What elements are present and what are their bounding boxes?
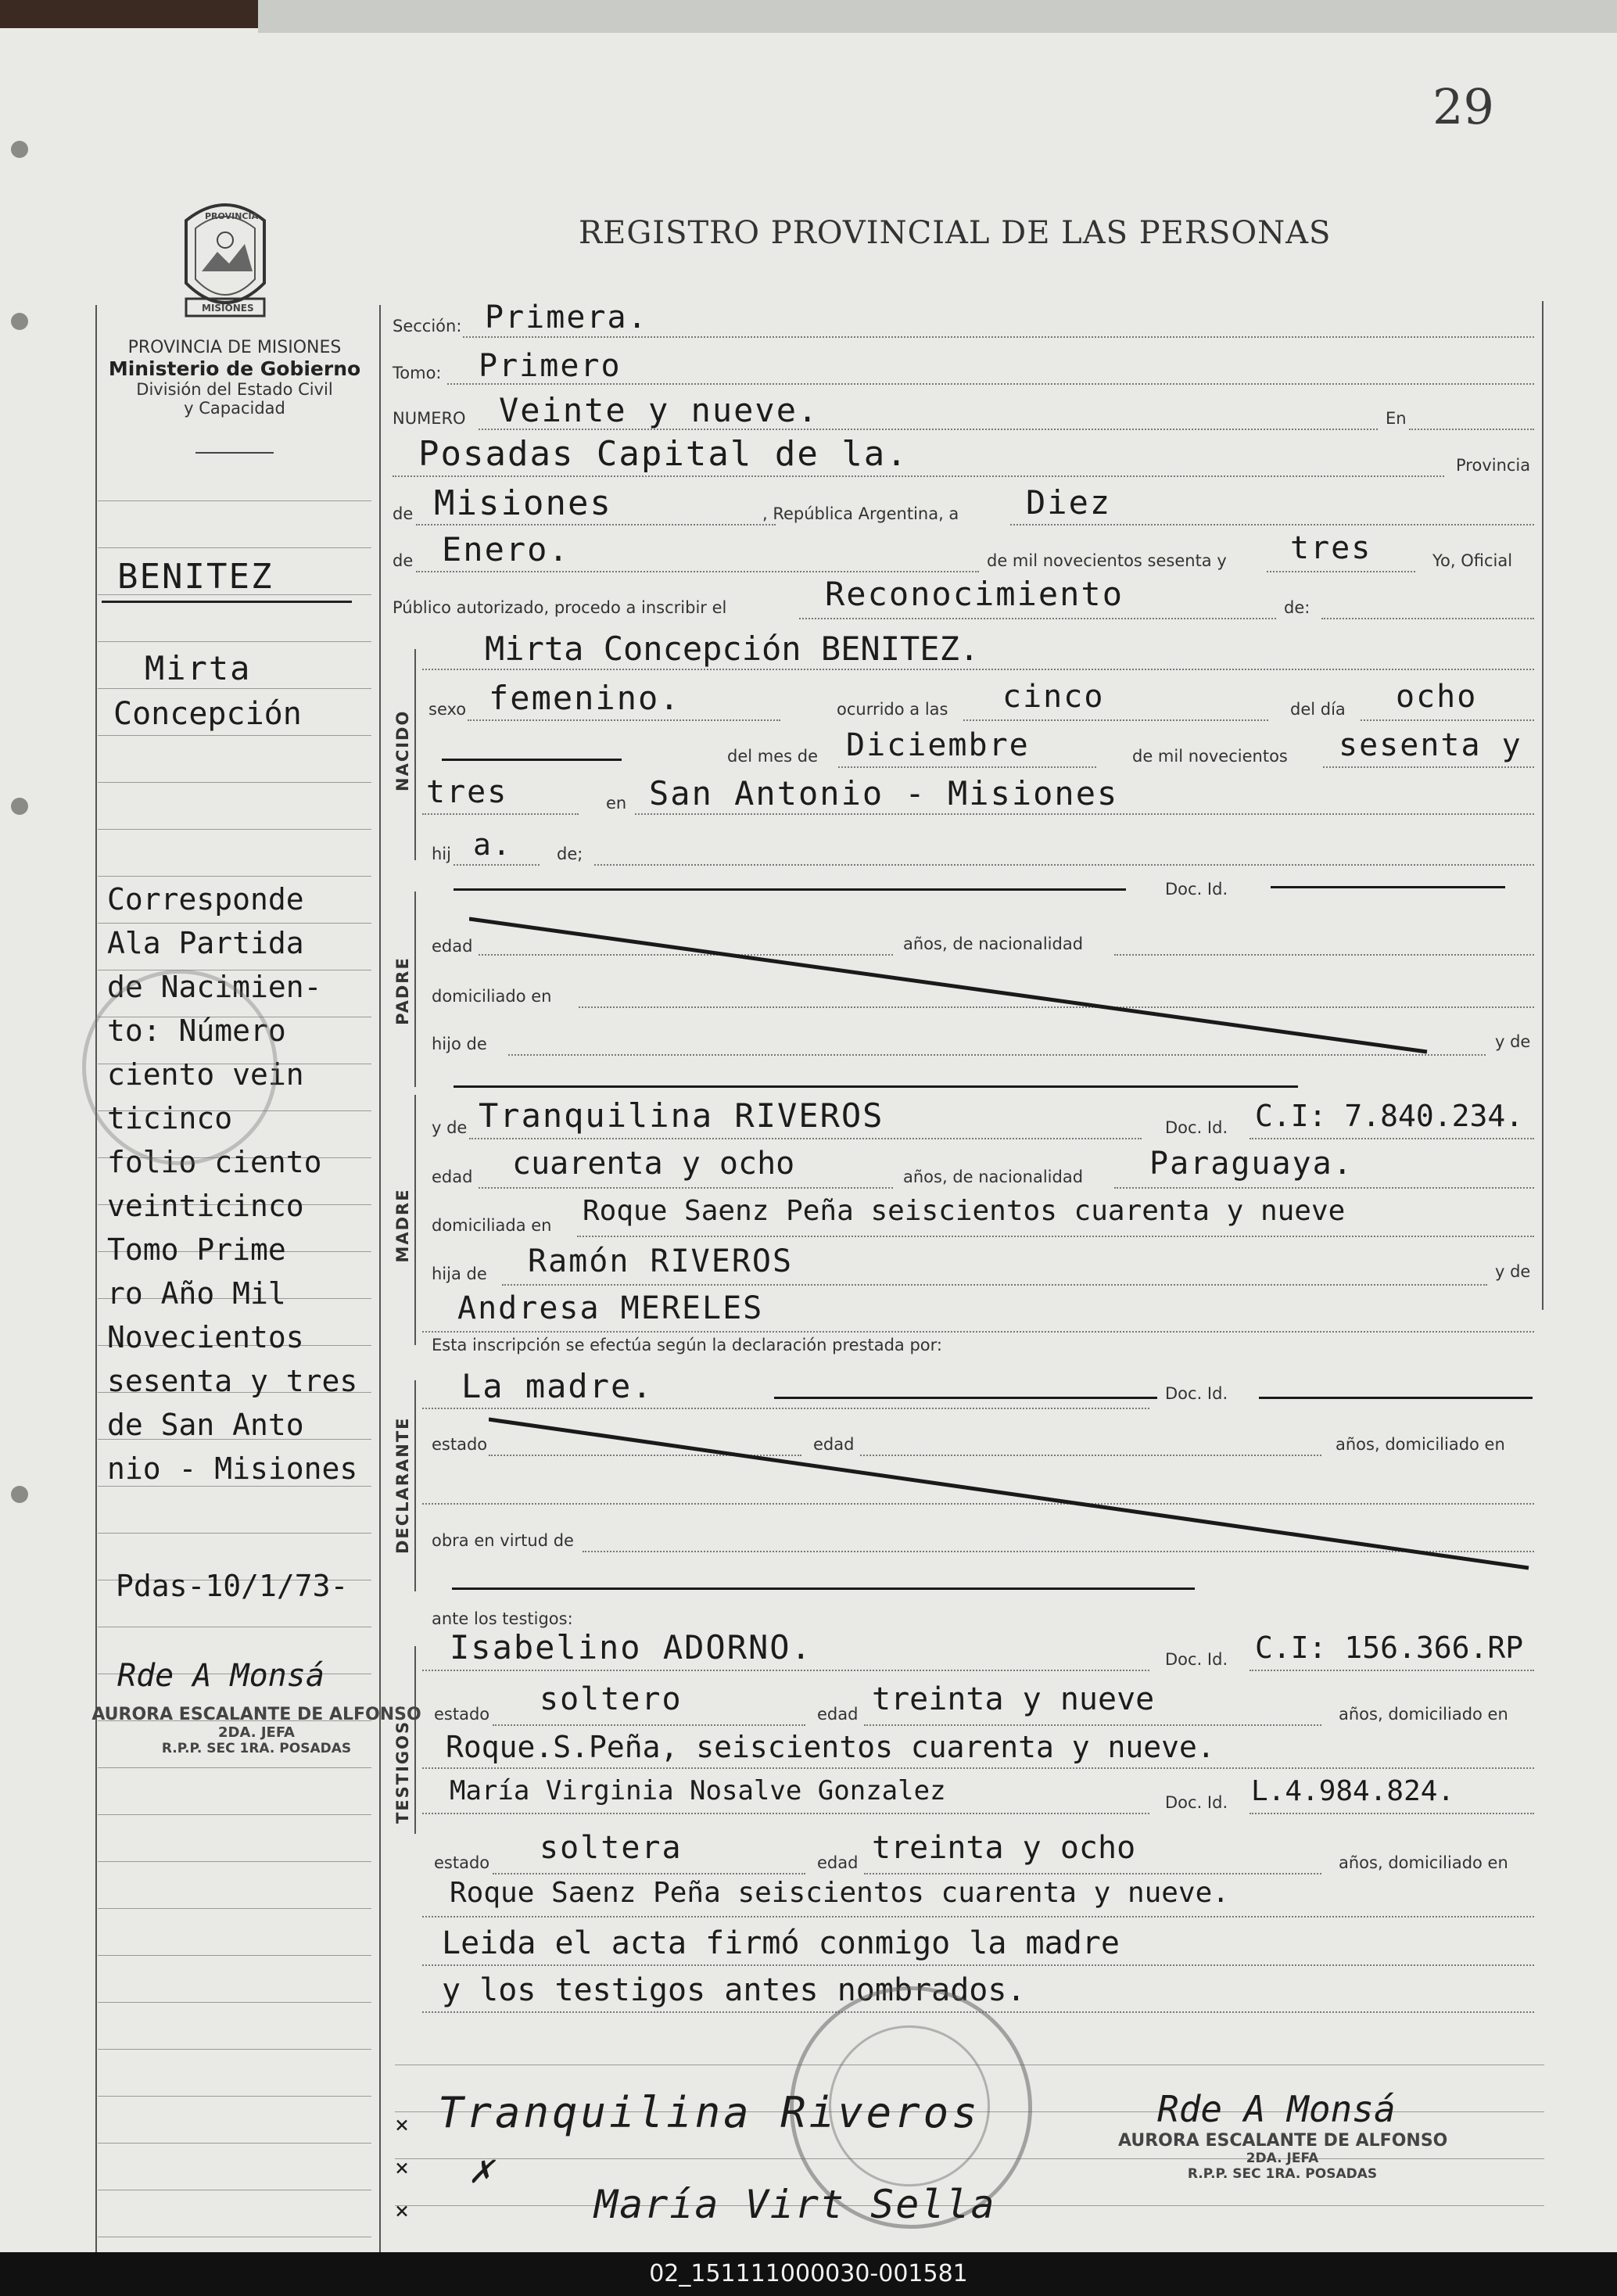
agency-line4: y Capacidad (184, 399, 285, 418)
margin-given2: Concepción (113, 696, 302, 732)
acto-tail-line (1321, 618, 1534, 619)
label-t2-anos-dom: años, domiciliado en (1339, 1853, 1508, 1872)
label-t2-estado: estado (434, 1853, 490, 1872)
nacido-bracket (414, 649, 416, 860)
book-cover-edge (0, 0, 258, 28)
t1-doc-line (1250, 1670, 1534, 1671)
label-mil-novecientos: de mil novecientos sesenta y (987, 551, 1227, 570)
field-numero: Veinte y nueve. (499, 391, 819, 429)
crest-bottom-text: MISIONES (202, 303, 254, 314)
madre-bracket (414, 1095, 416, 1345)
field-madre-madre: Andresa MERELES (457, 1290, 764, 1326)
label-en-lugar: en (606, 794, 627, 813)
t1-estado-line (493, 1724, 805, 1726)
field-t1-edad: treinta y nueve (872, 1681, 1155, 1717)
dia-line (1010, 524, 1534, 526)
hora-line (963, 719, 1268, 721)
nombre-line (422, 669, 1534, 670)
field-madre-doc: C.I: 7.840.234. (1255, 1099, 1524, 1133)
agency-line1: PROVINCIA DE MISIONES (127, 338, 342, 357)
book-spine-edge (258, 0, 1617, 33)
margin-signature: Rde A Monsá (117, 1658, 324, 1694)
field-madre-dom: Roque Saenz Peña seiscientos cuarenta y nueve (583, 1195, 1346, 1227)
surname-underline (102, 601, 352, 603)
stamp-line: 2DA. JEFA (218, 1724, 295, 1741)
mes-nac-line (838, 766, 1096, 768)
margin-left-rule (95, 305, 97, 2252)
field-lugar-nac: San Antonio - Misiones (649, 774, 1119, 813)
signature-testigo-1: ✗ (469, 2147, 495, 2192)
label-decl-obra: obra en virtud de (432, 1531, 574, 1550)
label-esta-inscripcion: Esta inscripción se efectúa según la declaración prestada por: (432, 1336, 942, 1354)
provincial-crest-icon (170, 197, 280, 330)
label-decl-edad: edad (813, 1435, 855, 1454)
note-line: de San Anto (107, 1408, 304, 1442)
section-padre: PADRE (393, 956, 412, 1025)
field-t2-estado: soltera (540, 1830, 683, 1866)
note-line: Tomo Prime (107, 1232, 286, 1267)
label-yo-oficial: Yo, Oficial (1432, 551, 1513, 570)
field-hora: cinco (1002, 679, 1105, 715)
label-t1-anos-dom: años, domiciliado en (1339, 1705, 1508, 1724)
note-line: nio - Misiones (107, 1451, 358, 1486)
note-line: to: Número (107, 1013, 286, 1048)
anio-nac-b-line (422, 813, 579, 815)
t2-dom-line (422, 1916, 1534, 1918)
label-madre-hija: hija de (432, 1265, 487, 1283)
note-line: Ala Partida (107, 926, 304, 960)
note-line: ciento vein (107, 1057, 304, 1092)
madre-madre-line (422, 1331, 1534, 1333)
label-t2-doc: Doc. Id. (1165, 1793, 1228, 1812)
margin-round-stamp (82, 970, 278, 1165)
acto-line (799, 618, 1276, 619)
label-seccion: Sección: (393, 317, 462, 335)
label-declarante-doc: Doc. Id. (1165, 1384, 1228, 1403)
margin-note (107, 882, 357, 1495)
scan-id-bar: 02_151111000030-001581 (0, 2252, 1617, 2296)
stamp-line: R.P.P. SEC 1RA. POSADAS (1187, 2166, 1378, 2182)
field-madre-padre: Ramón RIVEROS (528, 1243, 794, 1279)
note-line: sesenta y tres (107, 1364, 358, 1398)
page-number: 29 (1432, 78, 1494, 135)
body-right-rule (1542, 301, 1544, 1310)
decl-tail-strike (452, 1587, 1195, 1590)
margin-official-stamp (84, 1705, 428, 1756)
label-republica: , República Argentina, a (762, 504, 959, 523)
section-testigos: TESTIGOS (393, 1720, 412, 1824)
field-seccion: Primera. (485, 300, 648, 335)
declarante-cross-line (489, 1415, 1536, 1572)
madre-dom-line (577, 1236, 1534, 1237)
field-dia: Diez (1026, 483, 1112, 522)
field-t2-dom: Roque Saenz Peña seiscientos cuarenta y nueve. (450, 1877, 1229, 1909)
field-sexo: femenino. (489, 679, 681, 717)
label-padre-doc: Doc. Id. (1165, 880, 1228, 899)
label-sexo: sexo (428, 700, 467, 719)
label-en: En (1386, 409, 1407, 428)
label-t2-edad: edad (817, 1853, 859, 1872)
signature-mark: × (395, 2197, 411, 2225)
field-tomo: Primero (479, 348, 622, 384)
madre-hija-line (502, 1284, 1487, 1286)
field-mes: Enero. (442, 530, 570, 569)
field-dia-nac: ocho (1396, 679, 1478, 715)
t2-estado-line (493, 1873, 805, 1874)
note-line: ro Año Mil (107, 1276, 286, 1311)
t1-edad-line (864, 1724, 1321, 1726)
header-title: REGISTRO PROVINCIAL DE LAS PERSONAS (579, 215, 1332, 251)
stamp-line: AURORA ESCALANTE DE ALFONSO (91, 1705, 421, 1724)
field-anio: tres (1290, 530, 1372, 566)
stamp-line: AURORA ESCALANTE DE ALFONSO (1118, 2131, 1448, 2151)
field-mes-nac: Diciembre (846, 727, 1030, 763)
hij-tail-line (594, 864, 1534, 866)
label-hij: hij (432, 845, 451, 863)
signature-mark: × (395, 2111, 411, 2139)
label-tomo: Tomo: (393, 364, 442, 382)
declarante-doc-strike (1259, 1397, 1533, 1399)
padre-bracket (414, 891, 416, 1087)
field-hij: a. (473, 827, 512, 862)
field-madre-edad: cuarenta y ocho (512, 1146, 795, 1182)
lugar-nac-line (635, 813, 1534, 815)
label-mil-nov2: de mil novecientos (1132, 747, 1288, 766)
field-madre-nac: Paraguaya. (1149, 1146, 1353, 1182)
label-padre-y-de: y de (1495, 1032, 1531, 1051)
t1-dom-line (422, 1767, 1534, 1769)
madre-edad-line (479, 1187, 893, 1189)
label-madre-nac: años, de nacionalidad (903, 1168, 1084, 1186)
label-madre-y-de2: y de (1495, 1262, 1531, 1281)
note-line: folio ciento (107, 1145, 322, 1179)
signature-official-stamp (1118, 2131, 1447, 2182)
label-de-acto: de: (1284, 598, 1310, 617)
label-padre-hijo: hijo de (432, 1035, 487, 1053)
madre-doc-line (1250, 1138, 1534, 1139)
field-t2-nombre: María Virginia Nosalve Gonzalez (450, 1775, 946, 1806)
padre-doc-strike (1271, 886, 1505, 888)
declarante-line (422, 1408, 1149, 1409)
margin-place-date: Pdas-10/1/73- (116, 1569, 349, 1603)
dia-nac-line (1361, 719, 1534, 721)
crest-top-text: PROVINCIA (205, 211, 259, 221)
field-t1-estado: soltero (540, 1681, 683, 1717)
mes-line (416, 571, 979, 572)
en-line (1409, 429, 1534, 430)
label-padre-dom: domiciliado en (432, 987, 552, 1006)
label-del-dia: del día (1290, 700, 1346, 719)
declarante-bracket (414, 1380, 416, 1591)
anio-nac-line (1323, 766, 1534, 768)
label-de-mes: de (393, 551, 414, 570)
label-publico: Público autorizado, procedo a inscribir el (393, 598, 727, 617)
field-cierre2: y los testigos antes nombrados. (442, 1972, 1026, 2008)
provincia-line (416, 524, 776, 526)
label-numero: NUMERO (393, 409, 466, 428)
label-padre-nac: años, de nacionalidad (903, 935, 1084, 953)
label-t1-edad: edad (817, 1705, 859, 1724)
label-madre-doc: Doc. Id. (1165, 1118, 1228, 1137)
label-ocurrido: ocurrido a las (837, 700, 948, 719)
agency-line3: División del Estado Civil (136, 380, 333, 399)
padre-tail-strike (454, 1085, 1298, 1088)
note-line: veinticinco (107, 1189, 304, 1223)
label-madre-dom: domiciliada en (432, 1216, 552, 1235)
label-de-hij: de; (557, 845, 583, 863)
field-declarante: La madre. (461, 1367, 654, 1405)
label-madre-edad: edad (432, 1168, 473, 1186)
section-declarante: DECLARANTE (393, 1416, 412, 1554)
label-provincia: Provincia (1456, 456, 1531, 475)
field-anio-nac-b: tres (426, 774, 508, 810)
field-t1-dom: Roque.S.Peña, seiscientos cuarenta y nueve. (446, 1730, 1215, 1764)
agency-underline (195, 452, 274, 454)
label-madre-y-de: y de (432, 1118, 468, 1137)
field-t2-edad: treinta y ocho (872, 1830, 1136, 1866)
label-t1-estado: estado (434, 1705, 490, 1724)
label-del-mes: del mes de (727, 747, 819, 766)
label-ante-testigos: ante los testigos: (432, 1609, 573, 1628)
signature-mark: × (395, 2154, 411, 2182)
field-t1-nombre: Isabelino ADORNO. (450, 1628, 812, 1666)
blank-strike (442, 759, 622, 761)
margin-surname: BENITEZ (117, 557, 274, 597)
padre-cross-line (469, 915, 1431, 1056)
signature-testigo-2: María Virt Sella (594, 2182, 996, 2227)
field-nombre: Mirta Concepción BENITEZ. (485, 630, 980, 668)
section-nacido: NACIDO (393, 709, 412, 791)
signature-oficial: Rde A Monsá (1157, 2088, 1396, 2130)
note-line: de Nacimien- (107, 970, 322, 1004)
note-line: Corresponde (107, 882, 304, 917)
agency-line2: Ministerio de Gobierno (108, 357, 361, 380)
t2-nombre-line (422, 1813, 1149, 1814)
margin-right-rule (379, 305, 381, 2252)
field-t1-doc: C.I: 156.366.RP (1255, 1631, 1524, 1665)
signature-madre: Tranquilina Riveros (438, 2088, 981, 2137)
field-acto: Reconocimiento (825, 575, 1124, 613)
t2-edad-line (864, 1873, 1321, 1874)
t1-nombre-line (422, 1670, 1149, 1671)
field-madre-nombre: Tranquilina RIVEROS (479, 1096, 884, 1135)
field-cierre1: Leida el acta firmó conmigo la madre (442, 1925, 1120, 1961)
t2-doc-line (1250, 1813, 1534, 1814)
madre-nombre-line (469, 1138, 1142, 1139)
seccion-line (463, 336, 1534, 338)
field-t2-doc: L.4.984.824. (1251, 1775, 1455, 1807)
stamp-line: R.P.P. SEC 1RA. POSADAS (161, 1741, 352, 1756)
field-anio-nac-a: sesenta y (1339, 727, 1522, 763)
hij-line (454, 864, 540, 866)
label-de: de (393, 504, 414, 523)
padre-name-strike (454, 888, 1126, 891)
sexo-line (468, 719, 780, 721)
label-t1-doc: Doc. Id. (1165, 1650, 1228, 1669)
field-provincia: Misiones (434, 483, 612, 523)
label-decl-anos-dom: años, domiciliado en (1336, 1435, 1505, 1454)
note-line: ticinco (107, 1101, 233, 1135)
madre-nac-line (1114, 1187, 1534, 1189)
stamp-line: 2DA. JEFA (1246, 2151, 1319, 2166)
margin-given1: Mirta (145, 649, 252, 687)
label-padre-edad: edad (432, 937, 473, 956)
cierre1-line (422, 1964, 1534, 1966)
label-decl-estado: estado (432, 1435, 488, 1454)
note-line: Novecientos (107, 1320, 304, 1354)
field-lugar: Posadas Capital de la. (418, 434, 909, 474)
anio-line (1267, 571, 1415, 572)
declarante-strike (774, 1397, 1157, 1399)
agency-block (94, 338, 375, 418)
lugar-line (393, 475, 1444, 477)
section-madre: MADRE (393, 1188, 412, 1263)
